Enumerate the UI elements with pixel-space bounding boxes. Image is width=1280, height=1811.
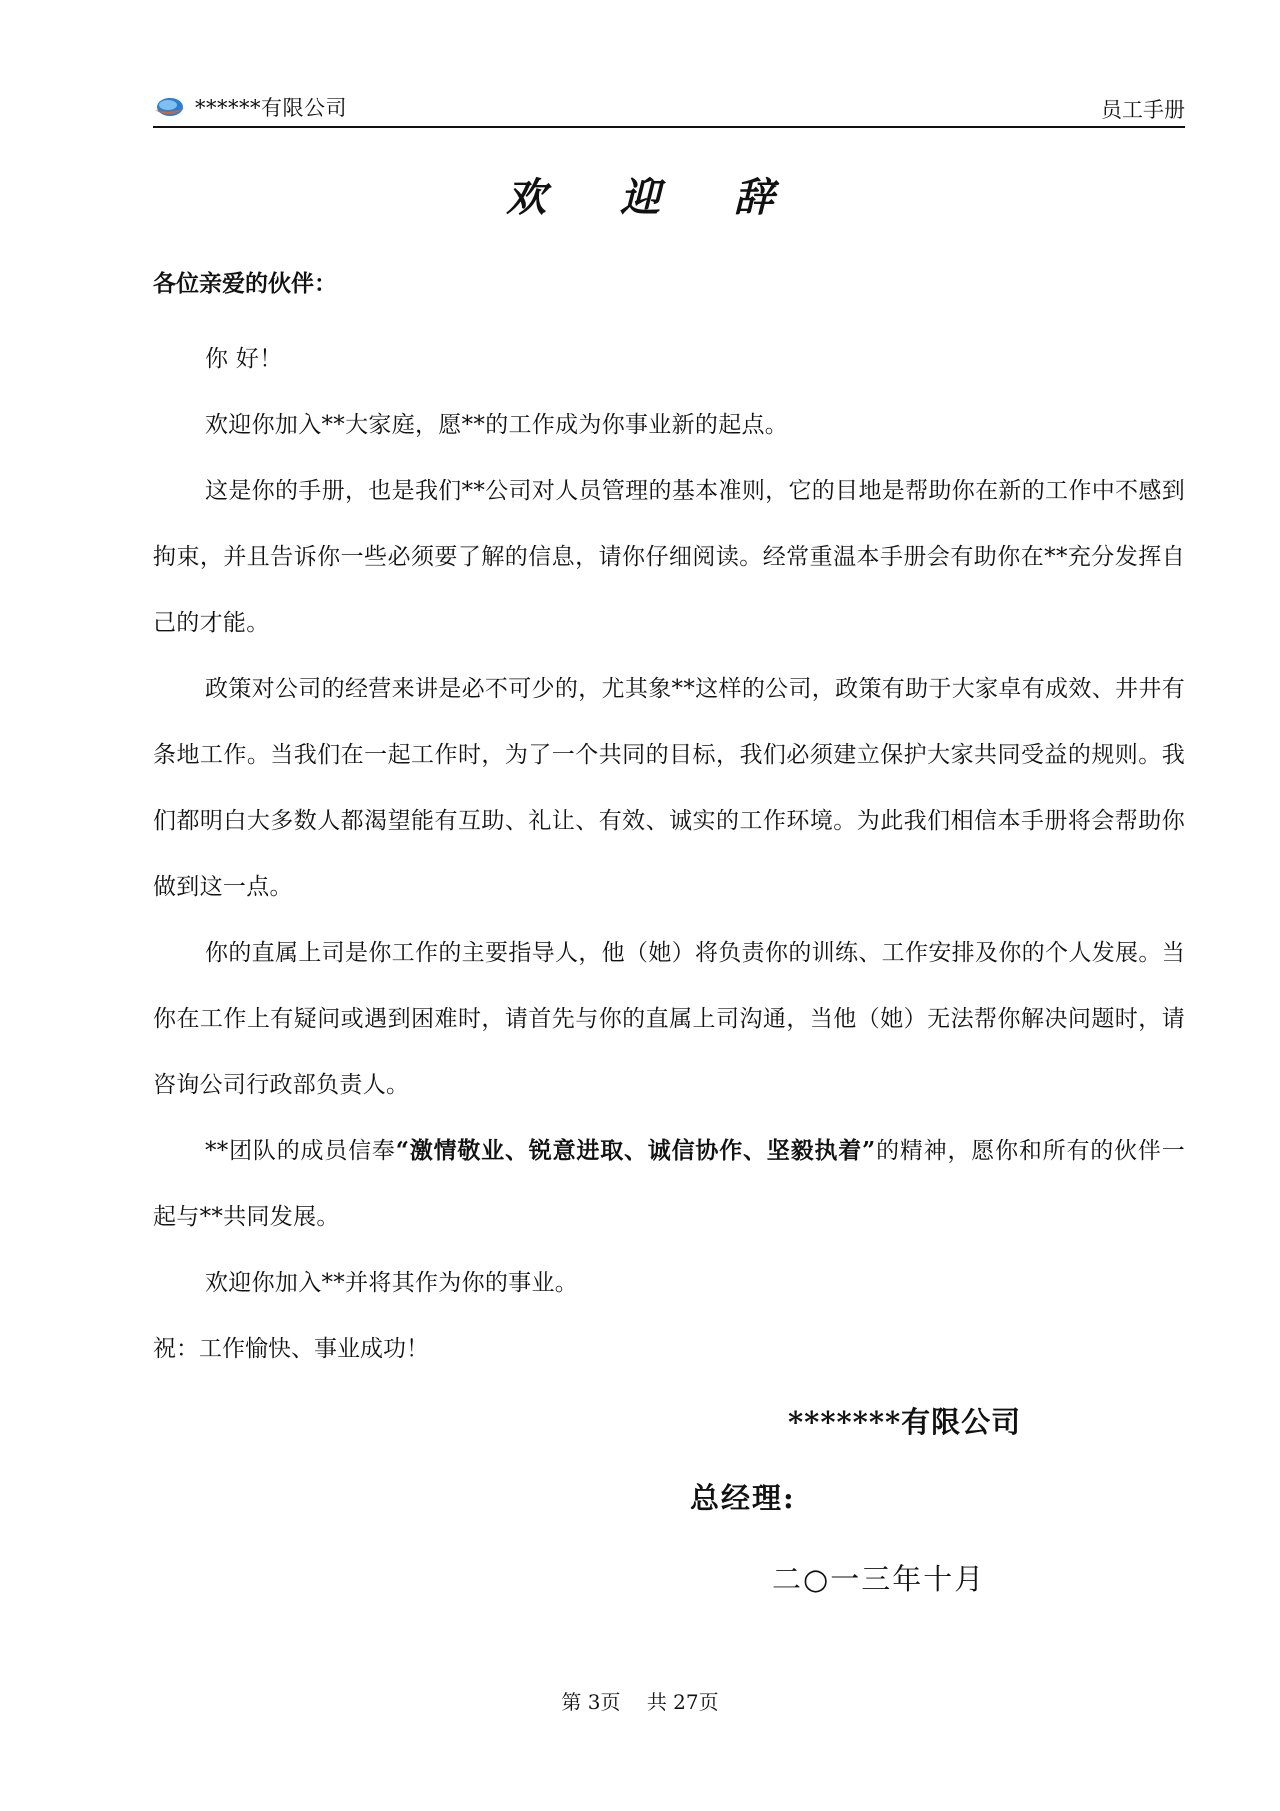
page-title: 欢 迎 辞: [506, 174, 804, 221]
page-header: [153, 88, 1185, 128]
company-logo-icon: [153, 95, 187, 119]
team-spirit-outro: 的精神，愿你和所有的伙伴一起与**共同发展。: [153, 1138, 1186, 1230]
team-values: “激情敬业、锐意进取、诚信协作、坚毅执着”: [395, 1137, 876, 1164]
letter-body: [153, 262, 1185, 1382]
paragraph-team-spirit: [153, 1118, 1185, 1250]
paragraph-closing-welcome: 欢迎你加入**并将其作为你的事业。: [205, 1270, 579, 1296]
page-footer: [0, 1686, 1280, 1715]
paragraph-policy: 政策对公司的经营来讲是必不可少的，尤其象**这样的公司，政策有助于大家卓有成效、井井有条地工作。当我们在一起工作时，为了一个共同的目标，我们必须建立保护大家共同受益的规则。我们都明白大多数人都渴望能有互助、礼让、有效、诚实的工作环境。为此我们相信本手册将会帮助你做到这一点。: [153, 676, 1185, 900]
page-total: 共 27页: [646, 1690, 719, 1714]
closing-wish: 祝：工作愉快、事业成功！: [153, 1336, 429, 1362]
team-spirit-intro: **团队的成员信奉: [205, 1138, 396, 1164]
signature-company: *******有限公司: [788, 1405, 1022, 1439]
paragraph-handbook-purpose: 这是你的手册，也是我们**公司对人员管理的基本准则，它的目地是帮助你在新的工作中不感到拘束，并且告诉你一些必须要了解的信息，请你仔细阅读。经常重温本手册会有助你在**充分发挥自己的才能。: [153, 478, 1185, 636]
header-company-name: ******有限公司: [195, 96, 347, 120]
paragraph-supervisor: 你的直属上司是你工作的主要指导人，他（她）将负责你的训练、工作安排及你的个人发展。当你在工作上有疑问或遇到困难时，请首先与你的直属上司沟通，当他（她）无法帮你解决问题时，请咨询公司行政部负责人。: [153, 940, 1185, 1098]
salutation: 各位亲爱的伙伴：: [153, 270, 337, 297]
signature-date: 二○一三年十月: [772, 1562, 986, 1596]
signature-general-manager: 总经理:: [690, 1481, 796, 1515]
paragraph-greeting: 你 好！: [205, 346, 283, 372]
page-number: 第 3页: [561, 1690, 621, 1714]
header-left: [153, 92, 347, 122]
header-document-title: 员工手册: [1101, 98, 1185, 122]
paragraph-welcome: 欢迎你加入**大家庭，愿**的工作成为你事业新的起点。: [205, 412, 789, 438]
